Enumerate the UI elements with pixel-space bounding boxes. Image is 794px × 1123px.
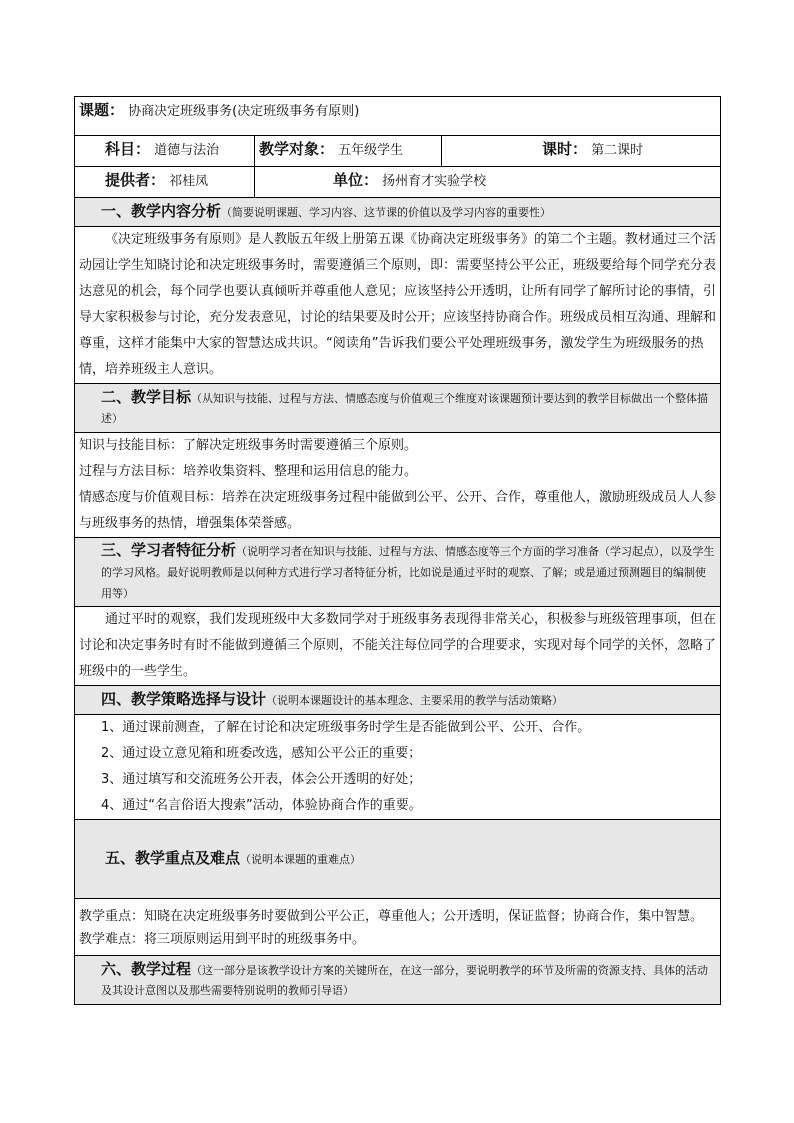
section-2-body-row [75,433,721,538]
section-1-header-row [75,198,721,227]
section-6-note: （这一部分是该教学设计方案的关键所在，在这一部分，要说明教学的环节及所需的资源支持、具体的活动及其设计意图以及那些需要特别说明的教师引导语） [101,964,709,997]
section-2-note: （从知识与技能、过程与方法、情感态度与价值观三个维度对该课题预计要达到的教学目标做出一个整体描述） [101,392,709,425]
section-6-header [75,956,721,1005]
section-4-body-cell [75,715,721,820]
provider-label: 提供者： [105,171,166,189]
title-row [75,97,721,136]
section-5-header [75,820,721,899]
section-4-line-3: 3、通过填写和交流班务公开表，体会公开透明的好处； [101,772,422,787]
audience-label: 教学对象： [259,140,335,158]
title-value: 协商决定班级事务(决定班级事务有原则) [128,104,360,119]
subject-value: 道德与法治 [154,143,220,158]
section-3-body: 通过平时的观察，我们发现班级中大多数同学对于班级事务表现得非常关心，积极参与班级管理事项，但在讨论和决定事务时有时不能做到遵循三个原则，不能关注每位同学的合理要求，实现对每个同学的关怀，忽略了班级中的一些学生。 [79,612,717,679]
section-3-header [75,538,721,607]
section-1-body-row [75,227,721,384]
unit-cell [255,167,721,198]
section-2-header-row [75,384,721,433]
subject-label: 科目： [105,140,151,158]
section-1-heading: 一、教学内容分析 [101,202,222,220]
section-4-header-row [75,686,721,715]
section-1-body-cell [75,227,721,384]
title-label: 课题： [79,101,125,119]
section-5-note: （说明本课题的重难点） [240,853,362,866]
provider-value: 祁桂凤 [169,174,209,189]
section-4-line-2: 2、通过设立意见箱和班委改选，感知公平公正的重要； [101,746,422,761]
section-5-line-1: 教学重点：知晓在决定班级事务时要做到公平公正，尊重他人；公开透明，保证监督；协商合作，集中智慧。 [79,909,704,924]
section-5-header-row [75,820,721,899]
section-3-note: （说明学习者在知识与技能、过程与方法、情感态度等三个方面的学习准备（学习起点），以及学生的学习风格。最好说明教师是以何种方式进行学习者特征分析，比如说是通过平时的观察、了解；或是通过预测题目的编制使用等） [101,545,715,600]
audience-cell [255,136,442,167]
section-2-line-1: 知识与技能目标：了解决定班级事务时需要遵循三个原则。 [79,438,418,453]
audience-value: 五年级学生 [338,143,404,158]
meta-row-2 [75,167,721,198]
section-3-body-row [75,607,721,686]
lesson-plan-table [74,96,721,1005]
provider-cell [75,167,255,198]
section-4-header [75,686,721,715]
section-5-body-row [75,899,721,956]
period-cell [442,136,721,167]
section-6-header-row [75,956,721,1005]
section-2-line-2: 过程与方法目标：培养收集资料、整理和运用信息的能力。 [79,464,418,479]
section-3-body-cell [75,607,721,686]
section-5-body-cell [75,899,721,956]
section-3-heading: 三、学习者特征分析 [101,541,237,559]
section-4-line-1: 1、通过课前测查，了解在讨论和决定班级事务时学生是否能做到公平、公开、合作。 [101,720,591,735]
section-2-line-3: 情感态度与价值观目标：培养在决定班级事务过程中能做到公平、公开、合作，尊重他人，激励班级成员人人参与班级事务的热情，增强集体荣誉感。 [79,490,717,531]
section-6-heading: 六、教学过程 [101,960,192,978]
period-label: 课时： [542,140,588,158]
meta-row-1 [75,136,721,167]
section-3-header-row [75,538,721,607]
section-4-line-4: 4、通过“名言俗语大搜索”活动，体验协商合作的重要。 [101,798,422,813]
section-1-header [75,198,721,227]
section-1-note: （简要说明课题、学习内容、这节课的价值以及学习内容的重要性） [221,206,552,219]
section-2-heading: 二、教学目标 [101,388,192,406]
section-4-heading: 四、教学策略选择与设计 [101,690,267,708]
section-4-note: （说明本课题设计的基本理念、主要采用的教学与活动策略） [266,694,564,707]
section-1-body: 《决定班级事务有原则》是人教版五年级上册第五课《协商决定班级事务》的第二个主题。教材通过三个活动园让学生知晓讨论和决定班级事务时，需要遵循三个原则，即：需要坚持公平公正，班级要给每个同学充分表达意见的机会，每个同学也要认真倾听并尊重他人意见；应该坚持公开透明，让所有同学了解所讨论的事情，引导大家积极参与讨论，充分发表意见，讨论的结果要及时公开；应该坚持协商合作。班级成员相互沟通、理解和尊重，这样才能集中大家的智慧达成共识。“阅读角”告诉我们要公平处理班级事务，激发学生为班级服务的热情，培养班级主人意识。 [79,232,717,377]
section-5-line-2: 教学难点：将三项原则运用到平时的班级事务中。 [79,932,366,947]
lesson-plan-document [74,96,720,1005]
title-cell [75,97,721,136]
period-value: 第二课时 [591,143,644,158]
section-5-heading: 五、教学重点及难点 [105,849,241,867]
subject-cell [75,136,255,167]
unit-value: 扬州育才实验学校 [382,174,487,189]
section-4-body-row [75,715,721,820]
unit-label: 单位： [333,171,379,189]
section-2-header [75,384,721,433]
section-2-body-cell [75,433,721,538]
